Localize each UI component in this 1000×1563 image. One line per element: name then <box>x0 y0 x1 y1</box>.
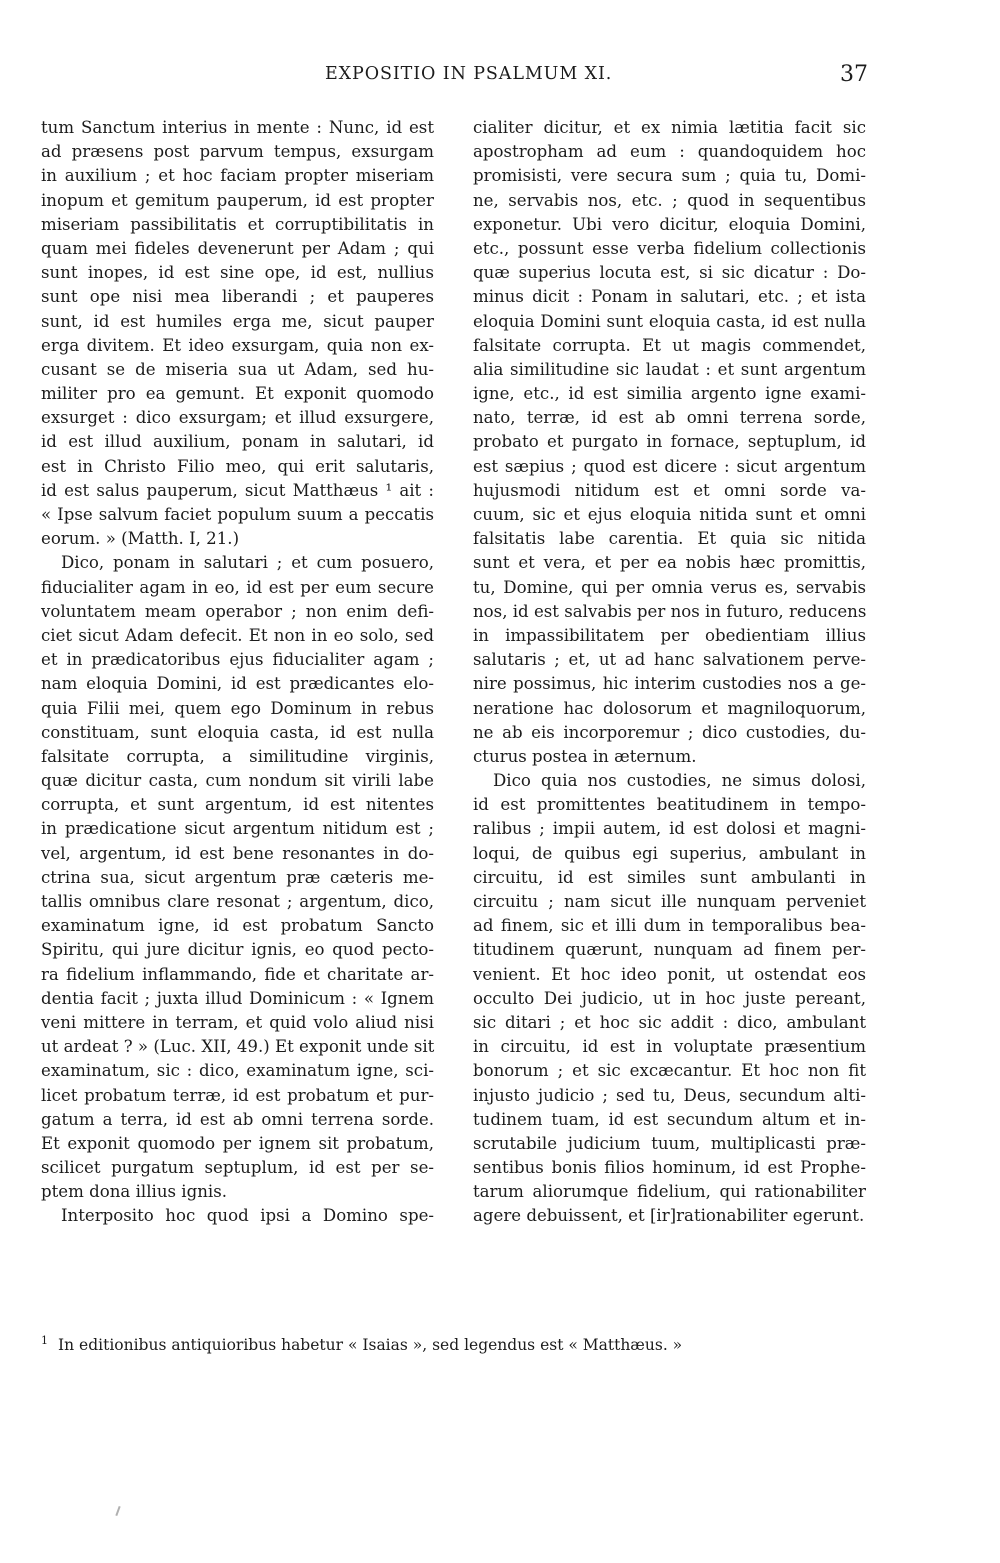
right-column-line: ne ab eis incorporemur ; dico custodies, du- <box>473 722 866 742</box>
right-column-line: promisisti, vere secura sum ; quia tu, Domi- <box>473 166 866 186</box>
right-column-line: id est promittentes beatitudinem in tempo- <box>473 795 866 815</box>
right-column-line: tudinem tuam, id est secundum altum et in- <box>473 1109 866 1129</box>
left-column-line: ut ardeat ? » (Luc. XII, 49.) Et exponit unde sit <box>41 1037 435 1057</box>
left-column-line: tallis omnibus clare resonat ; argentum, dico, <box>41 892 434 911</box>
left-column-line: examinatum, sic : dico, examinatum igne, sci- <box>41 1061 434 1081</box>
right-column-line: occulto Dei judicio, ut in hoc juste pereant, <box>473 988 866 1008</box>
left-column-line: examinatum igne, id est probatum Sancto <box>41 916 434 936</box>
left-column-line: id est salus pauperum, sicut Matthæus ¹ ait : <box>41 480 434 500</box>
left-column-line: dentia facit ; juxta illud Dominicum : « Ignem <box>41 988 434 1008</box>
footnote-marker: 1 <box>41 1334 48 1347</box>
footnote <box>41 1330 876 1356</box>
right-column-line: apostropham ad eum : quandoquidem hoc <box>473 142 866 162</box>
right-column-line: igne, etc., id est similia argento igne exami- <box>473 384 866 404</box>
right-column-line: Dico quia nos custodies, ne simus dolosi, <box>493 771 866 791</box>
left-column-line: « Ipse salvum faciet populum suum a peccatis <box>41 505 434 524</box>
left-column-line: ad præsens post parvum tempus, exsurgam <box>41 142 434 162</box>
left-column-line: quæ dicitur casta, cum nondum sit virili labe <box>41 771 434 791</box>
right-column-line: in impassibilitatem per obedientiam illius <box>473 625 866 645</box>
left-column-line: eorum. » (Matth. I, 21.) <box>41 529 240 549</box>
right-column-line: injusto judicio ; sed tu, Deus, secundum alti- <box>473 1085 866 1105</box>
left-column-line: scilicet purgatum septuplum, id est per se- <box>41 1158 434 1178</box>
right-column-line: sic ditari ; et hoc sic addit : dico, ambulant <box>473 1012 866 1032</box>
right-text-column <box>473 116 866 1229</box>
right-column-line: venient. Et hoc ideo ponit, ut ostendat eos <box>473 964 866 984</box>
right-column-line: hujusmodi nitidum est et omni sorde va- <box>473 480 866 500</box>
right-column-line: cialiter dicitur, et ex nimia lætitia facit sic <box>473 118 866 137</box>
left-column-line: ctrina sua, sicut argentum præ cæteris me- <box>41 867 434 887</box>
right-column-line: bonorum ; et sic excæcantur. Et hoc non fit <box>473 1061 866 1081</box>
right-column-line: nire possimus, hic interim custodies nos a ge- <box>473 674 866 694</box>
left-column-line: licet probatum terræ, id est probatum et pur- <box>41 1085 434 1105</box>
left-column-line: constituam, sunt eloquia casta, id est nulla <box>41 722 434 742</box>
right-column-line: sentibus bonis filios hominum, id est Prophe- <box>473 1158 866 1178</box>
right-column-line: quæ superius locuta est, si sic dicatur : Do- <box>473 263 866 283</box>
running-head <box>0 62 1000 92</box>
left-column-line: sunt ope nisi mea liberandi ; et pauperes <box>41 287 434 307</box>
right-column-line: cturus postea in æternum. <box>473 746 697 766</box>
right-column-line: in circuitu, id est in voluptate præsentium <box>473 1037 866 1057</box>
right-column-line: loqui, de quibus egi superius, ambulant in <box>473 843 866 863</box>
right-column-line: neratione hac dolosorum et magniloquorum, <box>473 698 866 718</box>
left-column-line: miseriam passibilitatis et corruptibilitatis in <box>41 214 434 234</box>
left-column-line: veni mittere in terram, et quid volo aliud nisi <box>41 1012 434 1032</box>
left-column-line: Spiritu, qui jure dicitur ignis, eo quod pecto- <box>41 940 434 960</box>
right-column-line: falsitatis labe carentia. Et quia sic nitida <box>473 529 866 549</box>
left-column-line: inopum et gemitum pauperum, id est propter <box>41 190 434 210</box>
left-column-line: fiducialiter agam in eo, id est per eum secure <box>41 577 434 597</box>
left-column-line: voluntatem meam operabor ; non enim defi- <box>41 601 434 621</box>
right-column-line: ad finem, sic et illi dum in temporalibus bea- <box>473 916 866 936</box>
right-column-line: titudinem quærunt, nunquam ad finem per- <box>473 940 866 960</box>
left-column-line: erga divitem. Et ideo exsurgam, quia non ex- <box>41 335 434 355</box>
left-column-line: sunt, id est humiles erga me, sicut pauper <box>41 311 434 331</box>
left-column-line: quam mei fideles devenerunt per Adam ; qui <box>41 238 434 258</box>
right-column-line: tarum aliorumque fidelium, qui rationabiliter <box>473 1182 866 1202</box>
left-column-line: quia Filii mei, quem ego Dominum in rebus <box>41 698 434 718</box>
right-column-line: probato et purgato in fornace, septuplum, id <box>473 432 866 452</box>
left-column-line: gatum a terra, id est ab omni terrena sorde. <box>41 1109 434 1129</box>
right-column-line: ralibus ; impii autem, id est dolosi et magni- <box>473 819 866 839</box>
right-column-line: eloquia Domini sunt eloquia casta, id est nulla <box>473 311 866 331</box>
left-column-line: vel, argentum, id est bene resonantes in do- <box>41 843 434 863</box>
left-column-line: sunt inopes, id est sine ope, id est, nullius <box>41 263 434 283</box>
footnote-text: In editionibus antiquioribus habetur « Isaias », sed legendus est « Matthæus. » <box>58 1336 683 1355</box>
running-title: EXPOSITIO IN PSALMUM XI. <box>325 64 613 84</box>
right-column-line: nato, terræ, id est ab omni terrena sorde, <box>473 408 866 428</box>
right-column-line: minus dicit : Ponam in salutari, etc. ; et ista <box>473 287 866 307</box>
page-number: 37 <box>840 62 868 87</box>
left-column-line: nam eloquia Domini, id est prædicantes elo- <box>41 674 434 694</box>
left-column-line: in prædicatione sicut argentum nitidum est ; <box>41 819 434 839</box>
right-column-line: tu, Domine, qui per omnia verus es, servabis <box>473 577 866 597</box>
left-column-line: in auxilium ; et hoc faciam propter miseriam <box>41 166 434 186</box>
left-column-line: ptem dona illius ignis. <box>41 1182 228 1202</box>
right-column-line: circuitu, id est similes sunt ambulanti in <box>473 867 866 887</box>
left-column-line: est in Christo Filio meo, qui erit salutaris, <box>41 456 434 476</box>
left-column-line: Et exponit quomodo per ignem sit probatum, <box>41 1133 434 1153</box>
right-column-line: scrutabile judicium tuum, multiplicasti præ- <box>473 1133 866 1153</box>
right-column-line: ne, servabis nos, etc. ; quod in sequentibus <box>473 190 866 210</box>
right-column-line: alia similitudine sic laudat : et sunt argentum <box>473 359 866 379</box>
left-column-line: ra fidelium inflammando, fide et charitate ar- <box>41 964 434 984</box>
right-column-line: etc., possunt esse verba fidelium collectionis <box>473 238 866 258</box>
right-column-line: falsitate corrupta. Et ut magis commendet, <box>473 335 866 355</box>
left-column-line: Dico, ponam in salutari ; et cum posuero, <box>61 553 434 573</box>
left-column-line: Interposito hoc quod ipsi a Domino spe- <box>61 1206 434 1226</box>
right-column-line: salutaris ; et, ut ad hanc salvationem perve- <box>473 650 866 670</box>
stray-pen-mark <box>115 1506 120 1516</box>
right-column-line: agere debuissent, et [ir]rationabiliter egerunt. <box>473 1206 865 1226</box>
right-column-line: cuum, sic et ejus eloquia nitida sunt et omni <box>473 505 866 524</box>
right-column-line: est sæpius ; quod est dicere : sicut argentum <box>473 456 866 476</box>
right-column-line: nos, id est salvabis per nos in futuro, reducens <box>473 601 867 621</box>
right-column-line: exponetur. Ubi vero dicitur, eloquia Domini, <box>473 214 866 234</box>
left-column-line: falsitate corrupta, a similitudine virginis, <box>41 746 434 766</box>
left-column-line: cusant se de miseria sua ut Adam, sed hu- <box>41 359 434 379</box>
left-column-line: tum Sanctum interius in mente : Nunc, id est <box>41 118 434 137</box>
left-column-line: exsurget : dico exsurgam; et illud exsurgere, <box>41 408 434 428</box>
right-column-line: sunt et vera, et per ea nobis hæc promittis, <box>473 553 866 573</box>
left-column-line: militer pro ea gemunt. Et exponit quomodo <box>41 384 434 404</box>
left-column-line: et in prædicatoribus ejus fiducialiter agam ; <box>41 650 434 670</box>
left-column-line: corrupta, et sunt argentum, id est nitentes <box>41 795 434 815</box>
left-column-line: ciet sicut Adam defecit. Et non in eo solo, sed <box>41 625 434 645</box>
left-column-line: id est illud auxilium, ponam in salutari, id <box>41 432 434 452</box>
right-column-line: circuitu ; nam sicut ille nunquam perveniet <box>473 892 866 911</box>
left-text-column <box>41 116 434 1229</box>
